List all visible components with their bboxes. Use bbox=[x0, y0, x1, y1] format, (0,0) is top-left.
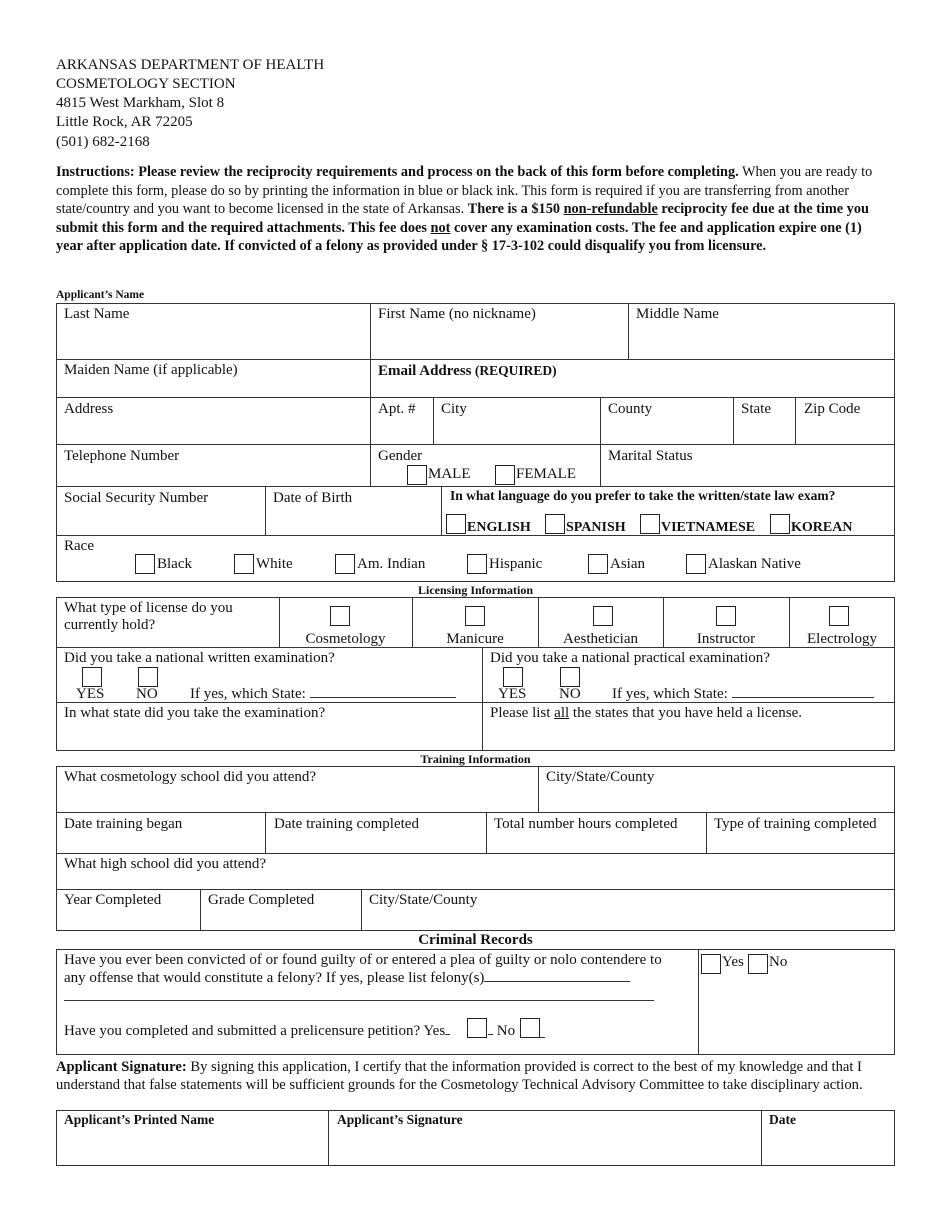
race-alaskan-checkbox[interactable] bbox=[686, 554, 706, 574]
written-no-checkbox[interactable] bbox=[138, 667, 158, 687]
written-state-field[interactable] bbox=[310, 697, 456, 698]
address-field[interactable] bbox=[64, 419, 364, 441]
license-cosmetology-checkbox[interactable] bbox=[330, 606, 350, 626]
license-aesthetician-checkbox[interactable] bbox=[593, 606, 613, 626]
agency-name: ARKANSAS DEPARTMENT OF HEALTH bbox=[56, 57, 325, 73]
gender-label: Gender bbox=[378, 448, 423, 464]
school-city-label: City/State/County bbox=[546, 769, 655, 785]
gender-female-checkbox[interactable] bbox=[495, 465, 515, 485]
total-hours-label: Total number hours completed bbox=[494, 816, 678, 832]
phone-line: (501) 682-2168 bbox=[56, 134, 150, 150]
gender-male-checkbox[interactable] bbox=[407, 465, 427, 485]
race-amindian-checkbox[interactable] bbox=[335, 554, 355, 574]
maiden-name-label: Maiden Name (if applicable) bbox=[64, 362, 238, 378]
felony-list-line2[interactable] bbox=[64, 982, 654, 1001]
race-amindian-label: Am. Indian bbox=[357, 556, 426, 572]
petition-yes-checkbox[interactable] bbox=[467, 1018, 487, 1038]
list-states-question: Please list all the states that you have held a license. bbox=[490, 705, 803, 721]
signature-label: Applicant’s Signature bbox=[337, 1112, 463, 1127]
date-completed-label: Date training completed bbox=[274, 816, 419, 832]
date-field[interactable] bbox=[769, 1130, 889, 1162]
license-type-question: What type of license do you currently hold? bbox=[64, 600, 233, 633]
middle-name-label: Middle Name bbox=[636, 306, 719, 322]
email-label: Email Address (REQUIRED) bbox=[378, 363, 557, 379]
state-label: State bbox=[741, 401, 771, 417]
felony-no-label: No bbox=[769, 954, 788, 970]
school-question: What cosmetology school did you attend? bbox=[64, 769, 317, 785]
race-label: Race bbox=[64, 538, 94, 554]
practical-yes-checkbox[interactable] bbox=[503, 667, 523, 687]
written-no-label: NO bbox=[136, 686, 158, 702]
race-asian-label: Asian bbox=[610, 556, 645, 572]
felony-yes-checkbox[interactable] bbox=[701, 954, 721, 974]
lang-vietnamese-checkbox[interactable] bbox=[640, 514, 660, 534]
felony-yes-label: Yes bbox=[722, 954, 744, 970]
language-question: In what language do you prefer to take the written/state law exam? bbox=[450, 488, 836, 503]
lang-english-checkbox[interactable] bbox=[446, 514, 466, 534]
hs-city-label: City/State/County bbox=[369, 892, 478, 908]
last-name-label: Last Name bbox=[64, 306, 130, 322]
license-electrology-label: Electrology bbox=[807, 631, 877, 647]
felony-question-line1: Have you ever been convicted of or found guilty of or entered a plea of guilty or nolo contendere to bbox=[64, 952, 662, 968]
lang-spanish-checkbox[interactable] bbox=[545, 514, 565, 534]
gender-male-label: MALE bbox=[428, 466, 471, 482]
lang-spanish-label: SPANISH bbox=[566, 520, 626, 535]
practical-state-field[interactable] bbox=[732, 697, 874, 698]
practical-exam-question: Did you take a national practical examination? bbox=[490, 650, 770, 666]
high-school-question: What high school did you attend? bbox=[64, 856, 267, 872]
race-white-label: White bbox=[256, 556, 293, 572]
race-asian-checkbox[interactable] bbox=[588, 554, 608, 574]
license-manicure-checkbox[interactable] bbox=[465, 606, 485, 626]
lang-korean-label: KOREAN bbox=[791, 520, 853, 535]
petition-no-checkbox[interactable] bbox=[520, 1018, 540, 1038]
address-label: Address bbox=[64, 401, 114, 417]
marital-status-label: Marital Status bbox=[608, 448, 693, 464]
dob-label: Date of Birth bbox=[273, 490, 353, 506]
race-hispanic-label: Hispanic bbox=[489, 556, 543, 572]
lang-korean-checkbox[interactable] bbox=[770, 514, 790, 534]
city-line: Little Rock, AR 72205 bbox=[56, 114, 193, 130]
email-field[interactable] bbox=[378, 379, 888, 395]
practical-no-label: NO bbox=[559, 686, 581, 702]
criminal-section-title: Criminal Records bbox=[418, 932, 533, 948]
lang-vietnamese-label: VIETNAMESE bbox=[661, 520, 756, 535]
maiden-name-field[interactable] bbox=[64, 379, 364, 395]
written-exam-question: Did you take a national written examination? bbox=[64, 650, 335, 666]
printed-name-field[interactable] bbox=[64, 1130, 322, 1162]
date-label: Date bbox=[769, 1112, 796, 1127]
first-name-label: First Name (no nickname) bbox=[378, 306, 536, 322]
race-white-checkbox[interactable] bbox=[234, 554, 254, 574]
practical-which-state: If yes, which State: bbox=[612, 686, 874, 703]
license-electrology-checkbox[interactable] bbox=[829, 606, 849, 626]
license-cosmetology-label: Cosmetology bbox=[305, 631, 386, 647]
lang-english-label: ENGLISH bbox=[467, 520, 531, 535]
first-name-field[interactable] bbox=[378, 322, 622, 356]
last-name-field[interactable] bbox=[64, 322, 364, 356]
ssn-label: Social Security Number bbox=[64, 490, 209, 506]
felony-question-line2: any offense that would constitute a felony? If yes, please list felony(s) bbox=[64, 970, 630, 987]
exam-state-question: In what state did you take the examination? bbox=[64, 705, 326, 721]
section-name: COSMETOLOGY SECTION bbox=[56, 76, 236, 92]
date-began-label: Date training began bbox=[64, 816, 183, 832]
address-line: 4815 West Markham, Slot 8 bbox=[56, 95, 225, 111]
city-label: City bbox=[441, 401, 467, 417]
license-aesthetician-label: Aesthetician bbox=[563, 631, 638, 647]
training-section-title: Training Information bbox=[420, 752, 531, 766]
race-hispanic-checkbox[interactable] bbox=[467, 554, 487, 574]
race-alaskan-label: Alaskan Native bbox=[708, 556, 801, 572]
signature-field[interactable] bbox=[337, 1130, 755, 1162]
county-label: County bbox=[608, 401, 653, 417]
felony-no-checkbox[interactable] bbox=[748, 954, 768, 974]
written-yes-label: YES bbox=[76, 686, 105, 702]
written-which-state: If yes, which State: bbox=[190, 686, 456, 703]
petition-no-label: No bbox=[488, 1023, 515, 1040]
type-training-label: Type of training completed bbox=[714, 816, 877, 832]
race-black-label: Black bbox=[157, 556, 192, 572]
middle-name-field[interactable] bbox=[636, 322, 890, 356]
license-instructor-checkbox[interactable] bbox=[716, 606, 736, 626]
telephone-label: Telephone Number bbox=[64, 448, 180, 464]
printed-name-label: Applicant’s Printed Name bbox=[64, 1112, 215, 1127]
licensing-section-title: Licensing Information bbox=[417, 583, 533, 597]
zip-label: Zip Code bbox=[804, 401, 861, 417]
petition-question: Have you completed and submitted a prelicensure petition? Yes bbox=[64, 1023, 450, 1040]
year-completed-label: Year Completed bbox=[64, 892, 162, 908]
license-manicure-label: Manicure bbox=[446, 631, 504, 647]
license-instructor-label: Instructor bbox=[696, 631, 756, 647]
grade-completed-label: Grade Completed bbox=[208, 892, 315, 908]
instructions: Instructions: Please review the reciprocity requirements and process on the back of this form before completing. When you are ready to complete this form, please do so by printing the information in blue or black ink. This form is required if you are transferring from another state/country and you want to become licensed in the state of Arkansas. There is a $150 non-refundable reciprocity fee due at the time you submit this form and the required attachments. This fee does not cover any examination costs. The fee and application expire one (1) year after application date. If convicted of a felony as provided under § 17-3-102 could disqualify you from licensure. bbox=[56, 164, 873, 255]
practical-yes-label: YES bbox=[498, 686, 527, 702]
race-black-checkbox[interactable] bbox=[135, 554, 155, 574]
written-yes-checkbox[interactable] bbox=[82, 667, 102, 687]
practical-no-checkbox[interactable] bbox=[560, 667, 580, 687]
apt-label: Apt. # bbox=[378, 401, 416, 417]
signature-statement: Applicant Signature: By signing this application, I certify that the information provided is correct to the best of my knowledge and that I understand that false statements will be sufficient grounds for the Cosmetology Technical Advisory Committee to take disciplinary action. bbox=[56, 1059, 863, 1093]
gender-female-label: FEMALE bbox=[516, 466, 576, 482]
applicant-section-title: Applicant’s Name bbox=[56, 289, 145, 301]
